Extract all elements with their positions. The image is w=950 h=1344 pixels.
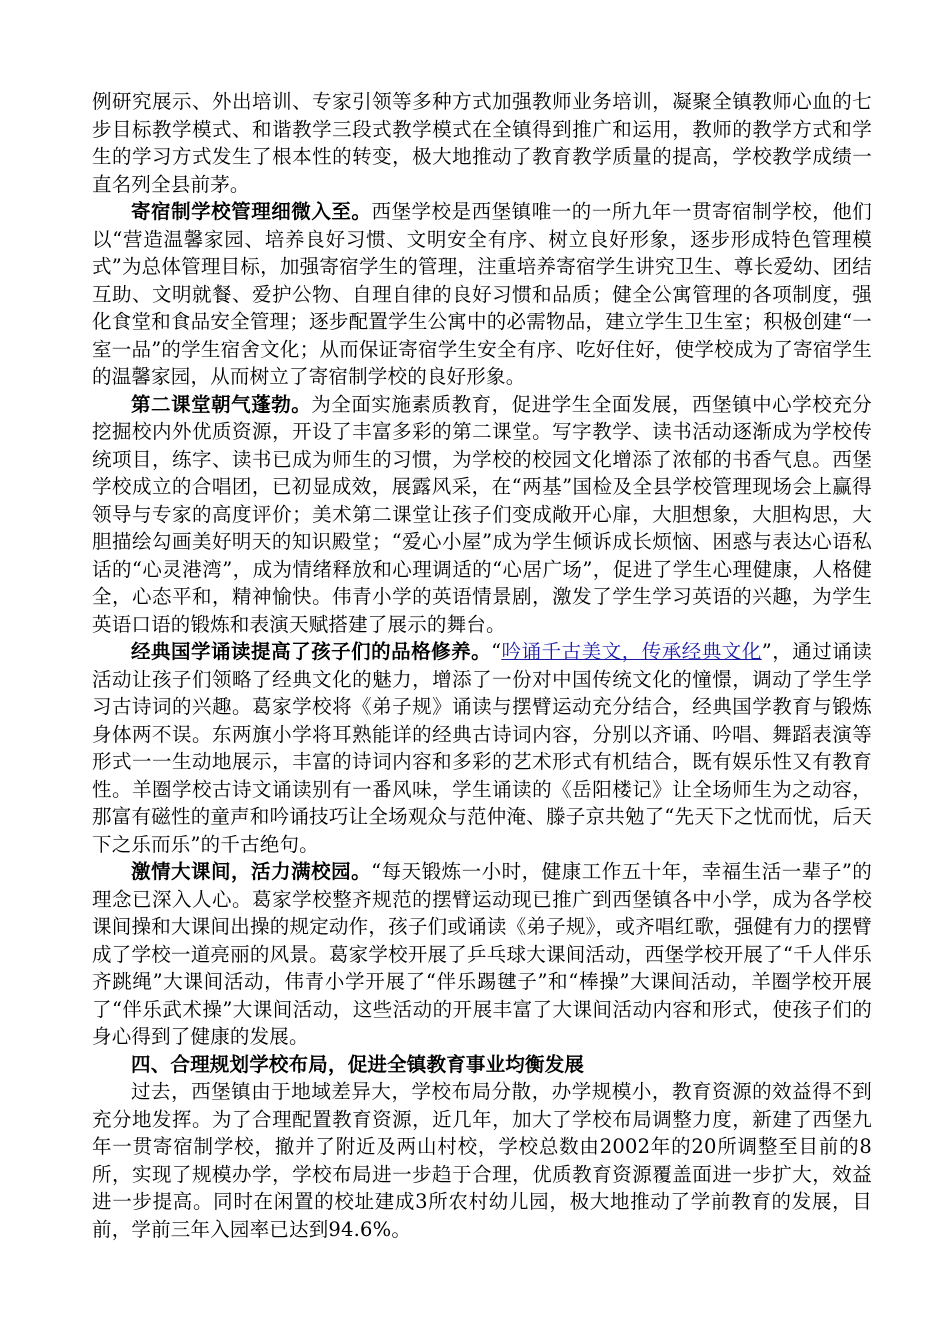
paragraph-text: “每天锻炼一小时，健康工作五十年，幸福生活一辈子”的理念已深入人心。葛家学校整齐规范的摆臂运动现已推广到西堡镇各中小学，成为各学校课间操和大课间出操的规定动作，孩子们或诵读《弟子规》，或齐唱红歌，强健有力的摆臂成了学校一道亮丽的风景。葛家学校开展了乒乓球大课间活动，西堡学校开展了“千人伴乐齐跳绳”大课间活动，伟青小学开展了“伴乐踢毽子”和“棒操”大课间活动，羊圈学校开展了“伴乐武术操”大课间活动，这些活动的开展丰富了大课间活动内容和形式，使孩子们的身心得到了健康的发展。 (92, 860, 873, 1048)
paragraph-lead-break-activities: 激情大课间，活力满校园。 (131, 860, 372, 883)
paragraph-classics-reading (92, 638, 872, 858)
paragraph-school-layout (92, 1078, 872, 1243)
paragraph-break-activities (92, 858, 872, 1051)
paragraph-text: 为全面实施素质教育，促进学生全面发展，西堡镇中心学校充分挖掘校内外优质资源，开设了丰富多彩的第二课堂。写字教学、读书活动逐渐成为学校传统项目，练字、读书已成为师生的习惯，为学校的校园文化增添了浓郁的书香气息。西堡学校成立的合唱团，已初显成效，展露风采，在“两基”国检及全县学校管理现场会上赢得领导与专家的高度评价；美术第二课堂让孩子们变成敞开心扉，大胆想象，大胆构思，大胆描绘勾画美好明天的知识殿堂；“爱心小屋”成为学生倾诉成长烦恼、困惑与表达心语私话的“心灵港湾”，成为情绪释放和心理调适的“心居广场”，促进了学生心理健康，人格健全，心态平和，精神愉快。伟青小学的英语情景剧，激发了学生学习英语的兴趣，为学生英语口语的锻炼和表演天赋搭建了展示的舞台。 (92, 392, 872, 636)
quote-mark: “ (491, 640, 502, 663)
paragraph-lead-boarding: 寄宿制学校管理细微入至。 (131, 200, 372, 223)
section-heading: 四、合理规划学校布局，促进全镇教育事业均衡发展 (131, 1052, 585, 1076)
paragraph-boarding-school (92, 198, 872, 391)
paragraph-teaching-training (92, 88, 872, 198)
document-page (92, 88, 872, 1243)
paragraph-second-classroom (92, 391, 872, 639)
paragraph-text: 西堡学校是西堡镇唯一的一所九年一贯寄宿制学校，他们以“营造温馨家园、培养良好习惯、文明安全有序、树立良好形象，逐步形成特色管理模式”为总体管理目标，加强寄宿学生的管理，注重培养寄宿学生讲究卫生、尊长爱幼、团结互助、文明就餐、爱护公物、自理自律的良好习惯和品质；健全公寓管理的各项制度，强化食堂和食品安全管理；逐步配置学生公寓中的必需物品，建立学生卫生室；积极创建“一室一品”的学生宿舍文化；从而保证寄宿学生安全有序、吃好住好，使学校成为了寄宿学生的温馨家园，从而树立了寄宿制学校的良好形象。 (92, 200, 872, 388)
paragraph-lead-classics: 经典国学诵读提高了孩子们的品格修养。 (131, 640, 492, 663)
paragraph-text: 例研究展示、外出培训、专家引领等多种方式加强教师业务培训，凝聚全镇教师心血的七步目标教学模式、和谐教学三段式教学模式在全镇得到推广和运用，教师的教学方式和学生的学习方式发生了根本性的转变，极大地推动了教育教学质量的提高，学校教学成绩一直名列全县前茅。 (92, 90, 872, 196)
paragraph-lead-second-classroom: 第二课堂朝气蓬勃。 (131, 392, 312, 416)
classics-slogan-link[interactable]: 吟诵千古美文，传承经典文化 (501, 640, 762, 663)
paragraph-text: ”，通过诵读活动让孩子们领略了经典文化的魅力，增添了一份对中国传统文化的憧憬，调动了学生学习古诗词的兴趣。葛家学校将《弟子规》诵读与摆臂运动充分结合，经典国学教育与锻炼身体两不误。东两旗小学将耳熟能详的经典古诗词内容，分别以齐诵、吟唱、舞蹈表演等形式一一生动地展示，丰富的诗词内容和多彩的艺术形式有机结合，既有娱乐性又有教育性。羊圈学校古诗文诵读别有一番风味，学生诵读的《岳阳楼记》让全场师生为之动容，那富有磁性的童声和吟诵技巧让全场观众与范仲淹、滕子京共勉了“先天下之忧而忧，后天下之乐而乐”的千古绝句。 (92, 640, 872, 856)
paragraph-text: 过去，西堡镇由于地域差异大，学校布局分散，办学规模小，教育资源的效益得不到充分地发挥。为了合理配置教育资源，近几年，加大了学校布局调整力度，新建了西堡九年一贯寄宿制学校，撤并了附近及两山村校，学校总数由2002年的20所调整至目前的8所，实现了规模办学，学校布局进一步趋于合理，优质教育资源覆盖面进一步扩大，效益进一步提高。同时在闲置的校址建成3所农村幼儿园，极大地推动了学前教育的发展，目前，学前三年入园率已达到94.6%。 (92, 1080, 872, 1241)
